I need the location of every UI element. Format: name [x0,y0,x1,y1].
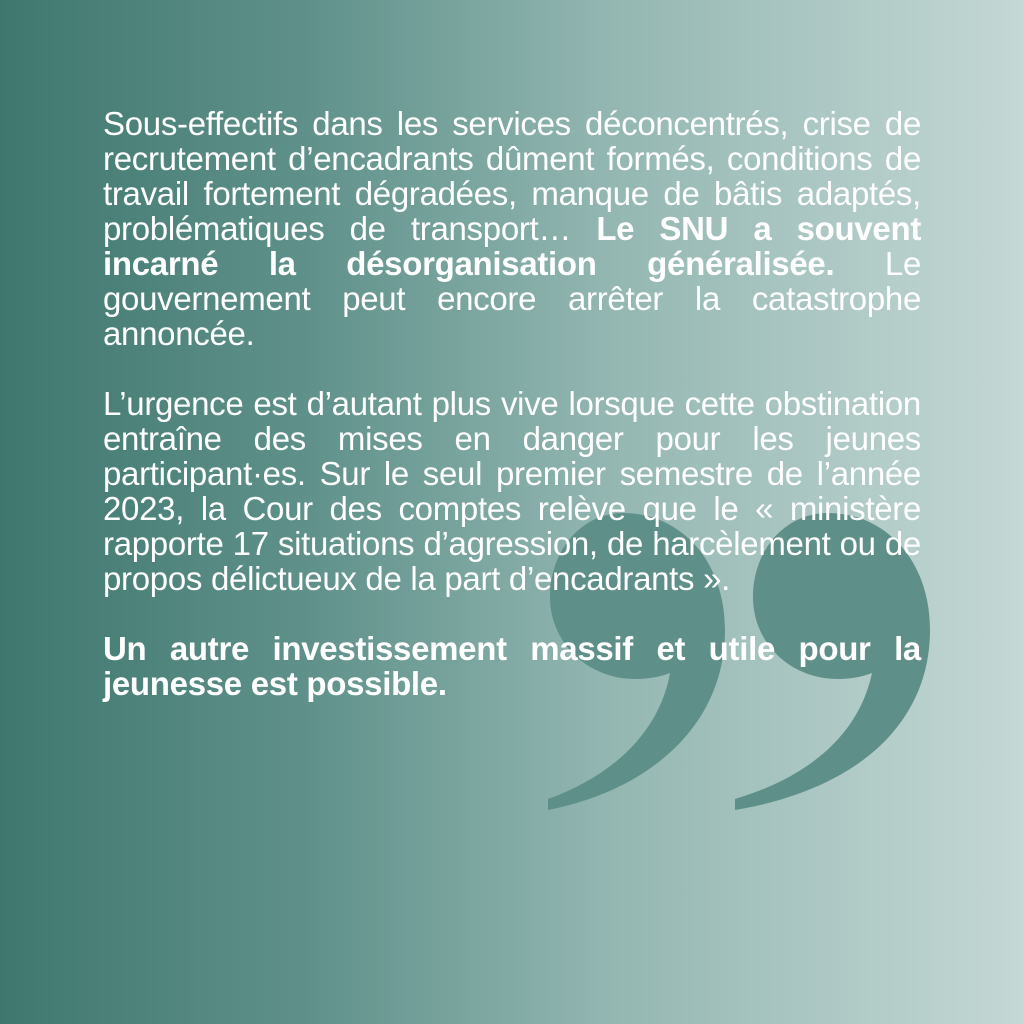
paragraph-1 [103,106,921,351]
paragraph-2: L’urgence est d’autant plus vive lorsque cette obstination entraîne des mises en danger pour les jeunes participant·es. Sur le seul premier semestre de l’année 2023, la Cour des comptes relève que le « ministère rapporte 17 situations d’agression, de harcèlement ou de propos délictueux de la part d’encadrants ». [103,385,921,597]
body-text [103,106,921,701]
paragraph-1-highlight: Le SNU a souvent incarné la désorganisation généralisée. [103,210,922,282]
paragraph-1-intro: Sous-effectifs dans les services déconcentrés, crise de recrutement d’encadrants dûment formés, conditions de travail fortement dégradées, manque de bâtis adaptés, problématiques de transport… [103,105,921,247]
paragraph-1-outro: Le gouvernement peut encore arrêter la catastrophe annoncée. [103,245,921,352]
paragraph-3-conclusion: Un autre investissement massif et utile pour la jeunesse est possible. [103,630,921,702]
